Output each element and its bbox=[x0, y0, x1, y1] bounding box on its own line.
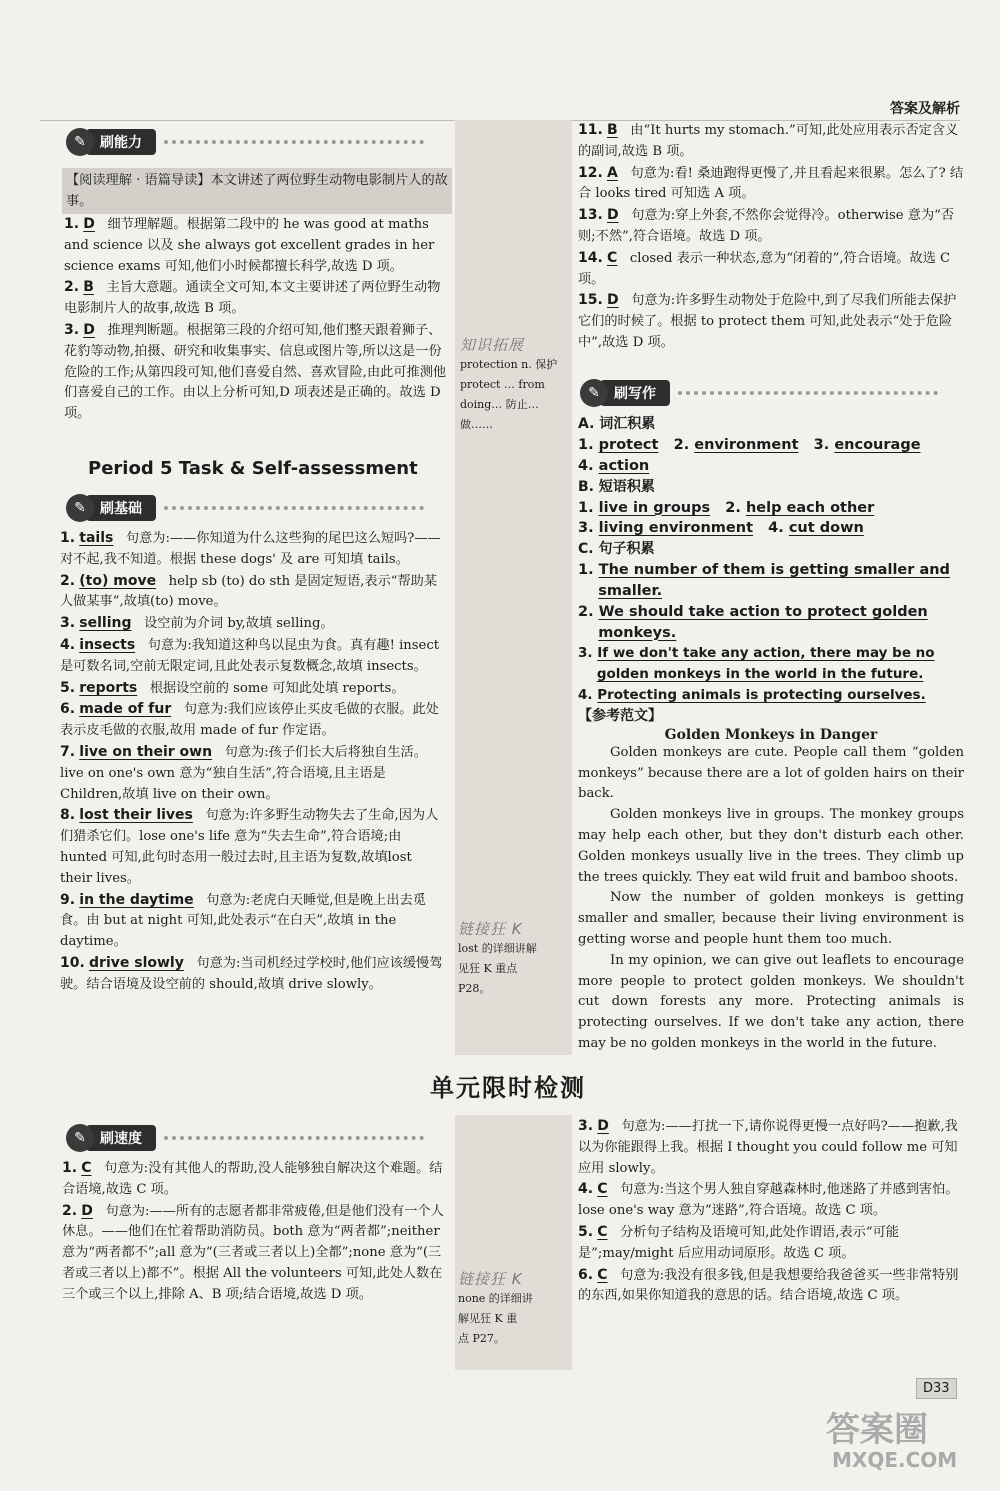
badge-speed bbox=[66, 1124, 424, 1152]
answer-list-basic bbox=[60, 528, 448, 996]
essay-paragraph: In my opinion, we can give out leaflets to encourage more people to protect golden monkeys. We shouldn't cut down forests any more. Protecting animals is protecting ourselves. If we don't take any action, there may be no golden monkeys in the world in the future. bbox=[578, 952, 964, 1051]
writing-section bbox=[578, 414, 964, 1055]
vocab-row: 4. action bbox=[578, 457, 650, 474]
vocab-row: 1. protect 2. environment 3. encourage bbox=[578, 437, 921, 453]
answer-item: 3. D 推理判断题。根据第三段的介绍可知,他们整天跟着狮子、花豹等动物,拍摄、研究和收集事实、信息或图片等,所以这是一份危险的工作;从第四段可知,他们喜爱自然、喜欢冒险,由此可推测他们喜爱自己的工作。由以上分析可知,D 项表述是正确的。故选 D 项。 bbox=[64, 321, 447, 422]
answer-item: 11. B 由“It hurts my stomach.”可知,此处应用表示否定含义的副词,故选 B 项。 bbox=[578, 122, 959, 159]
reading-guide-text: 本文讲述了两位野生动物电影制片人的故事。 bbox=[66, 173, 448, 209]
page-number: D33 bbox=[916, 1378, 957, 1399]
reading-guide-label: 【阅读理解 · 语篇导读】 bbox=[66, 173, 211, 188]
answer-list-speed-left bbox=[62, 1158, 448, 1306]
sentence-item: 1. The number of them is getting smaller and smaller. bbox=[578, 562, 950, 599]
answer-item: 5. C 分析句子结构及语境可知,此处作谓语,表示“可能是”;may/might 后应用动词原形。故选 C 项。 bbox=[578, 1223, 899, 1261]
answer-item: 10. drive slowly 句意为:当司机经过学校时,他们应该缓慢驾驶。结合语境及设空前的 should,故填 drive slowly。 bbox=[60, 954, 443, 992]
answer-item: 6. made of fur 句意为:我们应该停止买皮毛做的衣服。此处表示皮毛做的衣服,故用 made of fur 作定语。 bbox=[60, 701, 439, 739]
running-header: 答案及解析 bbox=[890, 101, 960, 117]
period-title: Period 5 Task & Self-assessment bbox=[88, 458, 418, 479]
side-note-title: 知识拓展 bbox=[460, 336, 525, 354]
essay-paragraph: Golden monkeys live in groups. The monkey groups may help each other, but they don't disturb each other. Golden monkeys usually live in the trees. They climb up the trees quickly. They eat wild fruit and bamboo shoots. bbox=[578, 807, 964, 885]
pencil-icon: ✎ bbox=[66, 494, 94, 522]
answer-item: 2. D 句意为:——所有的志愿者都非常疲倦,但是他们没有一个人休息。——他们在忙着帮助消防员。both 意为“两者都”;neither 意为“两者都不”;all 意为“(三者或三者以上)全都”;none 意为“(三者或三者以上)都不”。根据 All the volunteers 可知,此处人数在三个或三个以上,排除 A、B 项;结合语境,故选 D 项。 bbox=[62, 1202, 444, 1302]
badge-label: 刷写作 bbox=[600, 380, 670, 406]
sentence-item: 2. We should take action to protect golden monkeys. bbox=[578, 603, 928, 641]
pencil-icon: ✎ bbox=[66, 128, 94, 156]
dotted-divider bbox=[164, 140, 424, 144]
badge-label: 刷速度 bbox=[86, 1125, 156, 1151]
dotted-divider bbox=[164, 506, 424, 510]
side-note-link-lost: 链接狂 K lost 的详细讲解 见狂 K 重点 P28。 bbox=[458, 918, 570, 999]
answer-item: 1. D 细节理解题。根据第二段中的 he was good at maths and science 以及 she always got excellent grades in her science exams 可知,他们小时候都擅长科学,故选 D 项。 bbox=[64, 216, 435, 274]
section-heading: C. 句子积累 bbox=[578, 541, 655, 558]
answer-item: 3. selling 设空前为介词 by,故填 selling。 bbox=[60, 615, 334, 632]
side-note-link-none: 链接狂 K none 的详细讲 解见狂 K 重 点 P27。 bbox=[458, 1268, 570, 1349]
side-note-title: 链接狂 K bbox=[458, 920, 523, 938]
answer-item: 9. in the daytime 句意为:老虎白天睡觉,但是晚上出去觅食。由 but at night 可知,此处表示“在白天”,故填 in the daytime。 bbox=[60, 891, 426, 950]
answer-list-speed-right bbox=[578, 1116, 964, 1307]
answer-item: 2. (to) move help sb (to) do sth 是固定短语,表示“帮助某人做某事”,故填(to) move。 bbox=[60, 572, 438, 610]
section-heading: B. 短语积累 bbox=[578, 478, 655, 495]
side-note-knowledge: 知识拓展 protection n. 保护 protect … from doing… 防止… 做…… bbox=[460, 334, 572, 435]
answer-item: 7. live on their own 句意为:孩子们长大后将独自生活。live on one's own 意为“独自生活”,符合语境,且主语是 Children,故填 live on their own。 bbox=[60, 743, 427, 802]
reading-guide bbox=[62, 168, 452, 214]
sentence-item: 3. If we don't take any action, there may be no golden monkeys in the world in the future. bbox=[578, 645, 935, 683]
answer-item: 4. insects 句意为:我知道这种鸟以昆虫为食。真有趣! insect 是可数名词,空前无限定词,且此处表示复数概念,故填 insects。 bbox=[60, 636, 440, 674]
answer-item: 13. D 句意为:穿上外套,不然你会觉得冷。otherwise 意为“否则;不然”,符合语境。故选 D 项。 bbox=[578, 207, 955, 244]
pencil-icon: ✎ bbox=[66, 1124, 94, 1152]
essay-title: Golden Monkeys in Danger bbox=[664, 726, 878, 743]
badge-write bbox=[580, 379, 938, 407]
side-note-title: 链接狂 K bbox=[458, 1270, 523, 1288]
answer-item: 1. tails 句意为:——你知道为什么这些狗的尾巴这么短吗?——对不起,我不知道。根据 these dogs' 及 are 可知填 tails。 bbox=[60, 530, 441, 567]
answer-item: 14. C closed 表示一种状态,意为“闭着的”,符合语境。故选 C 项。 bbox=[578, 249, 951, 287]
answer-item: 1. C 句意为:没有其他人的帮助,没人能够独自解决这个难题。结合语境,故选 C 项。 bbox=[62, 1160, 443, 1197]
badge-label: 刷基础 bbox=[86, 495, 156, 521]
badge-ability bbox=[66, 128, 424, 156]
dotted-divider bbox=[678, 391, 938, 395]
essay-body bbox=[578, 743, 964, 1055]
answer-item: 4. C 句意为:当这个男人独自穿越森林时,他迷路了并感到害怕。lose one's way 意为“迷路”,符合语境。故选 C 项。 bbox=[578, 1181, 959, 1219]
answer-list-right-top bbox=[578, 120, 964, 354]
reference-label: 【参考范文】 bbox=[578, 707, 662, 724]
badge-label: 刷能力 bbox=[86, 129, 156, 155]
pencil-icon: ✎ bbox=[580, 379, 608, 407]
answer-item: 15. D 句意为:许多野生动物处于危险中,到了尽我们所能去保护它们的时候了。根据 to protect them 可知,此处表示“处于危险中”,故选 D 项。 bbox=[578, 292, 957, 350]
answer-item: 8. lost their lives 句意为:许多野生动物失去了生命,因为人们猎杀它们。lose one's life 意为“失去生命”,符合语境;由 hunted 可知,此句时态用一般过去时,且主语为复数,故填lost their lives。 bbox=[60, 807, 439, 886]
unit-test-title: 单元限时检测 bbox=[430, 1074, 586, 1102]
section-heading: A. 词汇积累 bbox=[578, 416, 656, 432]
badge-basic bbox=[66, 494, 424, 522]
watermark-logo: 答案圈 bbox=[826, 1410, 928, 1450]
side-column-top bbox=[455, 120, 572, 1055]
answer-item: 12. A 句意为:看! 桑迪跑得更慢了,并且看起来很累。怎么了? 结合 looks tired 可知选 A 项。 bbox=[578, 164, 964, 202]
answer-item: 2. B 主旨大意题。通读全文可知,本文主要讲述了两位野生动物电影制片人的故事,故选 B 项。 bbox=[64, 279, 441, 317]
answer-item: 6. C 句意为:我没有很多钱,但是我想要给我爸爸买一些非常特别的东西,如果你知道我的意思的话。结合语境,故选 C 项。 bbox=[578, 1266, 959, 1304]
essay-paragraph: Golden monkeys are cute. People call them “golden monkeys” because there are a lot of golden hairs on their back. bbox=[578, 744, 964, 802]
sentence-item: 4. Protecting animals is protecting ourselves. bbox=[578, 686, 926, 703]
answer-item: 3. D 句意为:——打扰一下,请你说得更慢一点好吗?——抱歉,我以为你能跟得上我。根据 I thought you could follow me 可知应用 slowly。 bbox=[578, 1118, 958, 1176]
answer-item: 5. reports 根据设空前的 some 可知此处填 reports。 bbox=[60, 679, 405, 696]
phrase-row: 1. live in groups 2. help each other bbox=[578, 499, 875, 516]
dotted-divider bbox=[164, 1136, 424, 1140]
phrase-row: 3. living environment 4. cut down bbox=[578, 520, 864, 537]
watermark-url: MXQE.COM bbox=[832, 1448, 958, 1472]
essay-paragraph: Now the number of golden monkeys is getting smaller and smaller, because their living environment is getting worse and people hunt them too much. bbox=[578, 890, 964, 947]
answer-list-reading bbox=[64, 214, 448, 425]
